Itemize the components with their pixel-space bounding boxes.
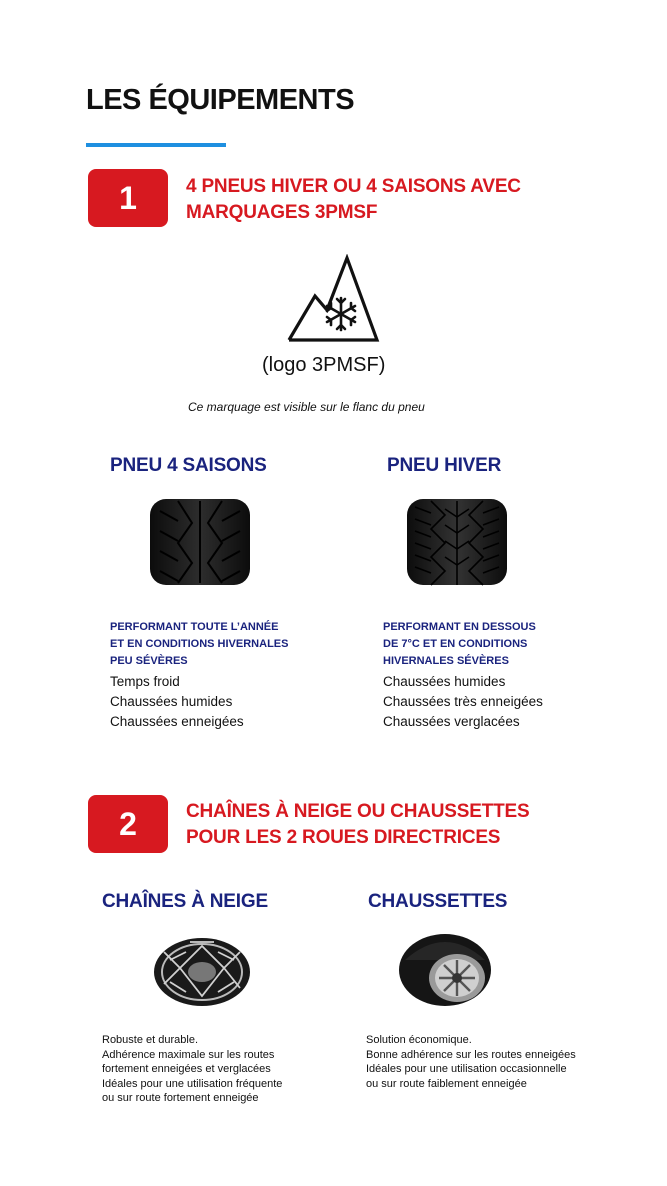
winter-conditions-list [383,672,543,732]
four-season-conditions-list [110,672,244,732]
snow-chains-image [150,932,254,1008]
description-line: Idéales pour une utilisation fréquente [102,1077,283,1090]
description-line: Adhérence maximale sur les routes [102,1048,275,1061]
description-line: Robuste et durable. [102,1034,199,1046]
description-line: Bonne adhérence sur les routes enneigées [366,1048,576,1061]
description-line: Idéales pour une utilisation occasionnelle [366,1063,567,1075]
title-underline [86,143,226,147]
snow-socks-title: CHAUSSETTES [368,891,508,912]
list-item: Chaussées enneigées [110,714,244,729]
winter-performance-line: DE 7°C ET EN CONDITIONS [383,638,528,650]
four-season-performance-line: PEU SÉVÈRES [110,655,188,667]
winter-tire-image [405,497,509,587]
section-1-title-line1: 4 PNEUS HIVER OU 4 SAISONS AVEC [186,176,521,197]
list-item: Chaussées humides [110,694,233,709]
winter-tire-title: PNEU HIVER [387,455,502,476]
winter-performance-line: HIVERNALES SÉVÈRES [383,655,509,667]
snow-socks-description [366,1033,576,1091]
page-title: LES ÉQUIPEMENTS [86,84,355,116]
four-season-tire-title: PNEU 4 SAISONS [110,455,267,476]
four-season-tire-image [148,497,252,587]
winter-performance [383,619,536,670]
section-1-number-badge: 1 [88,169,168,227]
four-season-performance-line: PERFORMANT TOUTE L’ANNÉE [110,621,279,633]
list-item: Temps froid [110,674,180,689]
snow-chains-title: CHAÎNES À NEIGE [102,891,268,912]
description-line: ou sur route fortement enneigée [102,1092,259,1104]
winter-performance-line: PERFORMANT EN DESSOUS [383,621,536,633]
list-item: Chaussées humides [383,674,506,689]
four-season-performance [110,619,288,670]
section-2-title [186,799,529,851]
section-2-number-badge: 2 [88,795,168,853]
description-line: fortement enneigées et verglacées [102,1063,271,1075]
list-item: Chaussées verglacées [383,714,520,729]
list-item: Chaussées très enneigées [383,694,543,709]
snow-chains-description [102,1033,282,1106]
four-season-performance-line: ET EN CONDITIONS HIVERNALES [110,638,289,650]
mountain-snowflake-icon [285,254,381,344]
marking-caption: Ce marquage est visible sur le flanc du pneu [188,400,425,414]
section-2-title-line2: POUR LES 2 ROUES DIRECTRICES [186,827,501,848]
description-line: ou sur route faiblement enneigée [366,1077,527,1090]
description-line: Solution économique. [366,1034,472,1046]
section-1-title [186,174,521,226]
section-2-title-line1: CHAÎNES À NEIGE OU CHAUSSETTES [186,801,530,822]
snow-socks-image [395,930,495,1008]
section-1-title-line2: MARQUAGES 3PMSF [186,202,378,223]
logo-caption: (logo 3PMSF) [262,354,386,376]
